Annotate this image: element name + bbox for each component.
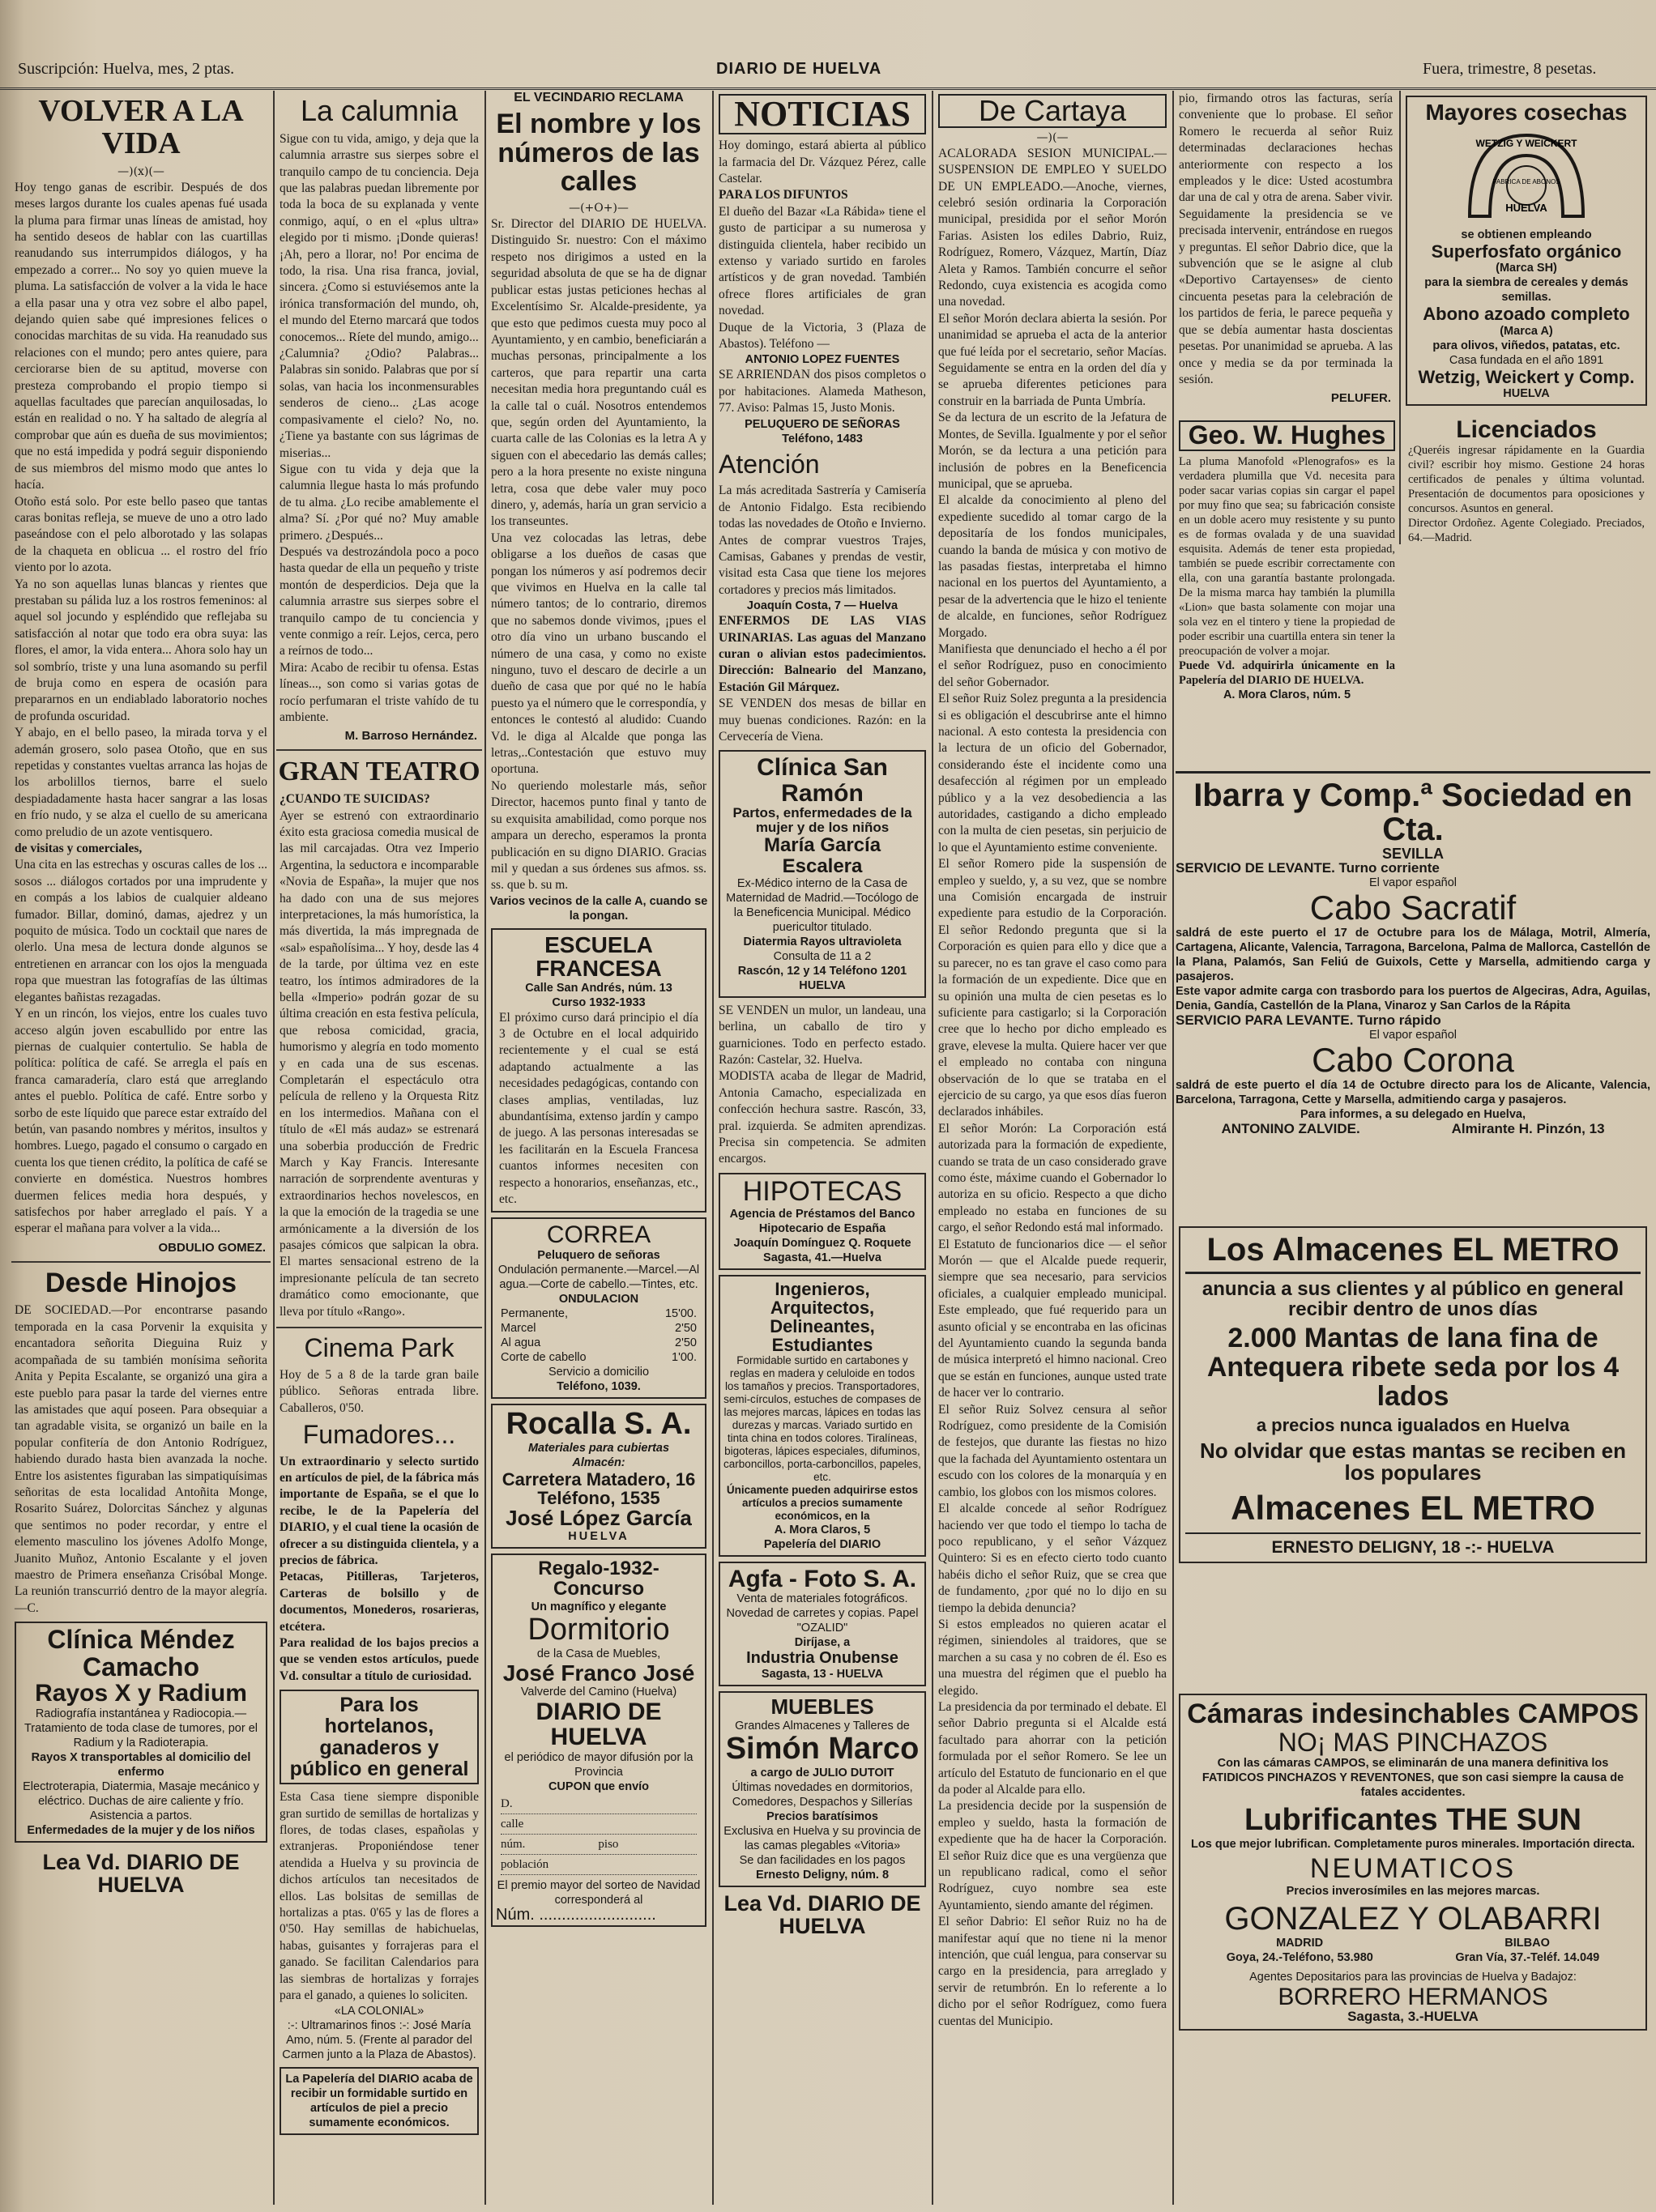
- ad-text: A. Mora Claros, núm. 5: [1223, 688, 1351, 701]
- ad-text: NEUMATICOS: [1309, 1853, 1517, 1885]
- ad-text: ERNESTO DELIGNY, 18 -:- HUELVA: [1185, 1532, 1641, 1557]
- price-label: Permanente,: [501, 1306, 569, 1320]
- news-item: El dueño del Bazar «La Rábida» tiene el gusto de participar a su numerosa y distinguida clientela, haber recibido un extenso y variado surtido en faroles artísticos y de gran novedad. También ofrece flores artificiales de gran novedad.: [719, 204, 926, 318]
- article-paragraph: El alcalde da conocimiento al pleno del expediente sucedido al tomar cargo de la depositaría de los fondos municipales, cuando la banda de música y con motivo de las pasadas fiestas, interpretaba el himno nacional en los puertos del Ayuntamiento, a pesar de la advertencia que le hizo el teniente de alcalde, en funciones, señor Rodríguez Morgado.: [938, 493, 1167, 640]
- advertisement: [15, 1622, 267, 1843]
- ad-text: Esta Casa tiene siempre disponible gran surtido de semillas de hortalizas y flores, de todas clases, españolas y extranjeras. Proponiéndose tener atendida a Huelva y su provincia de dichos artículos tan necesitados de ellos. Las bolsitas de semillas de hortalizas a ptas. 0'65 y las de flores a 0'50. Hay semillas de habichuelas, habas, guisantes y forrajeras para el ganado. Se facilitan Calendarios para las siembras de hortalizas y forrajes para el ganado, a quienes lo soliciten.: [280, 1790, 479, 2003]
- ad-box: [1179, 1226, 1647, 1563]
- ad-text: saldrá de este puerto el 17 de Octubre para los de Málaga, Motril, Almería, Cartagena, Alicante, Valencia, Tarragona, Barcelona, Palma de Mallorca, Castellón de la Plana, Palamós, San Feliú de Guixols, Cette y Marsella, admitiendo carga y pasajeros.: [1176, 927, 1650, 984]
- ad-text: Grandes Almacenes y Talleres de: [735, 1719, 910, 1733]
- city-name: MADRID: [1276, 1936, 1324, 1950]
- news-item: Hoy domingo, estará abierta al público la farmacia del Dr. Vázquez Pérez, calle Castelar.: [719, 139, 926, 185]
- article-subhead: PARA LOS DIFUNTOS: [719, 188, 848, 202]
- advertisement: [280, 2067, 479, 2135]
- ad-text: Partos, enfermedades de la mujer y de los niños: [732, 805, 912, 836]
- column-5: [935, 91, 1170, 2205]
- ad-text: Almacén:: [572, 1455, 625, 1469]
- ad-text: Enfermedades de la mujer y de los niños: [27, 1823, 255, 1837]
- ad-text: Exclusiva en Huelva y su provincia de las camas plegables «Vitoria»: [723, 1824, 921, 1852]
- ad-title: Ibarra y Comp.ª Sociedad en Cta.: [1193, 778, 1633, 847]
- article-paragraph: Una vez colocadas las letras, debe obligarse a los dueños de casas que pongan los números y así podremos decir que vivimos en Huelva en la calle tal número tantos; de lo contrario, diremos que no sabemos donde vivimos, ¡pues el otro día vino un urbano buscando el número de una casa, y como no existe ninguno, tuvo el descaro de decirle a un dueño de casa que por qué no le había puesto ya el número que le correspondía, y entonces le contestó al aludido: Cuando Vd. le diga al Alcalde que ponga las letras,..Contestación que estuvo muy oportuna.: [491, 531, 706, 777]
- ad-text: Teléfono, 1535: [537, 1487, 660, 1508]
- article-title: La calumnia: [300, 94, 459, 127]
- ad-text: Últimas novedades en dormitorios, Comedores, Despachos y Sillerías: [732, 1780, 913, 1809]
- article-title: GRAN TEATRO: [278, 757, 480, 787]
- column-rule: [932, 91, 933, 2205]
- coupon-number-field[interactable]: Núm. ..........................: [496, 1905, 656, 1924]
- advertisement-ibarra: [1176, 771, 1650, 1211]
- ad-text: (Marca A): [1500, 324, 1553, 338]
- horseshoe-logo-icon: [1453, 127, 1599, 224]
- ad-text: 2.000 Mantas de lana fina de Antequera ribete seda por los 4 lados: [1206, 1323, 1620, 1412]
- news-item: SE ARRIENDAN dos pisos completos o por habitaciones. Alameda Matheson, 77. Aviso: Palmas 15, Justo Monis.: [719, 368, 926, 416]
- ad-text: Dormitorio: [527, 1612, 670, 1647]
- article-paragraph: El señor Dabrio: El señor Ruiz no ha de manifestar aquí que no tiene ni la menor intención, que cuál lengua, para conservar su cargo en la presidencia, para arreglado y servir de retumbrón. En lo referente a lo dicho por el señor Rodríguez, como fuera cuentas del Municipio.: [938, 1915, 1167, 2028]
- coupon-field-label: núm.: [501, 1837, 526, 1851]
- ad-text: Agentes Depositarios para las provincias de Huelva y Badajoz:: [1249, 1970, 1577, 1984]
- ad-text: anuncia a sus clientes y al público en general recibir dentro de unos días: [1201, 1278, 1624, 1321]
- ad-text: Teléfono, 1483: [782, 432, 863, 445]
- ad-text: de la Casa de Muebles,: [536, 1647, 661, 1660]
- ad-text: Ondulación permanente.—Marcel.—Al agua.—Corte de cabello.—Tintes, etc.: [497, 1263, 700, 1291]
- ad-text: Formidable surtido en cartabones y reglas en madera y celuloide en todos los tamaños y precios. Transportadores, semi-círculos, estuches de compases de las mejores marcas, lápices en todas las durezas y marcas. Variado surtido en tinta china en todos colores. Tiralíneas, bigoteras, lápices especiales, difuminos, carboncillos, porta-carboncillos, papeles, etc.: [723, 1353, 921, 1483]
- ad-title: Mayores cosechas: [1425, 100, 1628, 125]
- ad-text: Ex-Médico interno de la Casa de Maternidad de Madrid.—Tocólogo de la Beneficencia Municipal. Médico puericultor titulado.: [726, 876, 919, 934]
- ad-text: El vapor español: [1368, 1029, 1457, 1042]
- news-item: SE VENDEN un mulor, un landeau, una berlina, un caballo de tiro y guarniciones. Todo en perfecto estado. Razón: Castelar, 32. Huelva.: [719, 1003, 926, 1067]
- ad-box: [1179, 1694, 1647, 2031]
- article-paragraph: El señor Romero pide la suspensión de empleo y sueldo, y, a su vez, que se nombre una Comisión encargada de instruir expediente para estudio de la Corporación. El señor Redondo pregunta que si la Corporación es quien para ello y dice que a su parecer, no es tan grave el caso como para la formación de un expediente. Dice que en su opinión una multa de cien pesetas es lo suficiente para castigarlo; si la Corporación cree que lo hecho por dicho empleado es grave, elevese la multa. Quiere hacer ver que el empleado no contaba con ninguna observación de lo que se trataba en el ejercicio de su cargo, ya que esos días fueron declarados inhábiles.: [938, 857, 1167, 1119]
- agent-name: ANTONINO ZALVIDE.: [1221, 1121, 1360, 1137]
- ad-title: Geo. W. Hughes: [1179, 420, 1395, 451]
- ad-text: La pluma Manofold «Plenografos» es la verdadera plumilla que Vd. necesita para poder sacar varias copias sin cargar el papel por muy fino que sea; su fabricación consiste en un doble acero muy resistente y su punto es de formas ovalada y de una suavidad esquisita. Además de tener esta propiedad, también se puede escribir correctamente con ella, con una garantía bastante prolongada. De la misma marca hay también la plumilla «Lion» que basta solamente con mojar una sola vez en el tintero y tiene la propiedad de poder escribir una cuartilla entera sin tener la preocupación de volver a mojar.: [1179, 454, 1395, 658]
- article-paragraph: pio, firmando otros las facturas, sería conveniente que lo probase. El señor Romero le recuerda al señor Ruiz determinadas declaraciones hechas anteriormente con respecto a los empleados y le dice: Usted acostumbra dar una de cal y otra de arena. Saber vivir. Seguidamente la presidencia se ve precisada intervenir, entrándose en ruegos y preguntas. El señor Dabrio dice, que la subvención que se le asigne al club «Deportivo Cartayenses» de ciento cincuenta pesetas para la celebración de los partidos de feria, le parece pequeña y que se debía aumentar hasta doscientas pesetas. Por unanimidad se aprueba. A las once y media se da por terminada la sesión.: [1179, 92, 1393, 386]
- article-paragraph: Y en un rincón, los viejos, entre los cuales tuvo acceso algún joven escabullido por entre las piernas de cualquier contertulio. Se habla de política: política de café. Se arregla el país en franca camaradería, claro está que arreglando antes el pueblo. Política de café. Entre sorbo y sorbo de este líquido que parece estar extraído del betún, van pasando nombres y méritos, insultos y hombres. Luego, pagado el consumo o cargado en cuenta los que tienen crédito, la política de café se convierte en doméstica. Nuestros hombres duermen felices media hora después, y satisfechos por haber arreglado el país. Y a esperar el mañana para volver a la vida...: [15, 1007, 267, 1236]
- ad-text: El vapor español: [1368, 876, 1457, 889]
- column-1: [11, 91, 271, 2205]
- ad-text: Venta de materiales fotográficos. Novedad de carretes y copias. Papel "OZALID": [726, 1592, 919, 1635]
- ad-text: Cabo Sacratif: [1309, 889, 1517, 927]
- article-paragraph: ACALORADA SESION MUNICIPAL.—SUSPENSION DE EMPLEO Y SUELDO DE UN EMPLEADO.—Anoche, viernes, celebró sesión ordinaria la Corporación municipal, presidida por el señor Morón Farias. Asisten los ediles Dabrio, Ruiz, Rodríguez, Romero, Vázquez, Martín, Díaz Aleta y Ramos. También concurre el señor Redondo, cuya existencia es acogida como una novedad.: [938, 146, 1167, 309]
- svg-text:WETZIG Y WEICKERT: WETZIG Y WEICKERT: [1475, 138, 1577, 150]
- article-paragraph: Otoño está solo. Por este bello paseo que tantas caras bonitas refleja, se mueve de uno a otro lado paseándose con el pelo alborotado y las solapas de la chaqueta en oblicua ... el rostro del frío viento por lo azota.: [15, 494, 267, 575]
- ad-text: ¿Queréis ingresar rápidamente en la Guardia civil? escribir hoy mismo. Gestione 24 horas certificados de penales y última voluntad. Presentación de documentos para oposiciones y concursos. Asuntos en general.: [1408, 443, 1645, 515]
- ad-text: Rayos X transportables al domicilio del enfermo: [31, 1750, 251, 1779]
- article-paragraph: ¿Calumnia? ¿Odio? Palabras... Palabras sin sonido. Palabras que por sí solas, van hacia los inconmensurables senderos de cieno... ¿Las acoge compasivamente el cielo? No, no. ¿Tiene ya bastante con sus lágrimas de miserias...: [280, 347, 479, 460]
- ad-text: HUELVA: [1503, 386, 1550, 400]
- ad-text: Carretera Matadero, 16: [501, 1468, 696, 1490]
- svg-text:HUELVA: HUELVA: [1505, 202, 1547, 215]
- article-title: Desde Hinojos: [45, 1267, 237, 1298]
- article-paragraph: Mira: Acabo de recibir tu ofensa. Estas líneas..., son como si varias gotas de rocío perfumaran el triste vahído de tu ambiente.: [280, 660, 479, 725]
- article-paragraph: Sr. Director del DIARIO DE HUELVA. Distinguido Sr. nuestro: Con el máximo respeto nos dirigimos a usted en la seguridad absoluta de que se ha de dignar publicar estas justas peticiones hechas al Excelentísimo Sr. Alcalde-presidente, ya que esto que pedimos cuesta muy poco al Ayuntamiento, y en cambio, beneficiarán a muchas personas, principalmente a los carteros, que para repartir una carta necesitan media hora preguntando cuál es la calle tal o cuál. Nosotros entendemos que, según orden del Ayuntamiento, la cuarta calle de las Colonias es la letra A y siguen con el abecedario las demás calles; pero a la hora presente no existe ninguna letra, cosa que debe valer muy poco dinero, y, además, haría un gran servicio a los transeuntes.: [491, 217, 706, 529]
- article-paragraph: El señor Morón: La Corporación está autorizada para la formación de expediente, cuando se trata de un caso considerado grave como éste, máxime cuando el Gobernador lo autoriza en su oficio. Respecto a que dicho empleado no estaba en funciones de su cargo, el señor Redondo está mal informado.: [938, 1121, 1167, 1235]
- ad-text: para olivos, viñedos, patatas, etc.: [1432, 339, 1620, 352]
- article-paragraph: No queriendo molestarle más, señor Director, hacemos punto final y tanto de su exquisita amabilidad, como porque nos ampara un derecho, esperamos la pronta publicación en su digno DIARIO. Gracias mil y quedan a sus órdenes sus afmos. ss. ss. que b. su m.: [491, 778, 706, 893]
- advertisement: [1406, 96, 1647, 406]
- coupon-form: [496, 1797, 702, 1875]
- ad-text: El próximo curso dará principio el día 3 de Octubre en el local adquirido recientemente y el cual se está adaptando actualmente a las necesidades pedagógicas, contando con clases amplias, ventiladas, luz abundantísima, extenso jardín y campo de juego. A las personas interesadas se les facilitarán en la Escuela Francesa cuantos informes necesiten con respecto a honorarios, enseñanzas, etc., etc.: [499, 1010, 698, 1206]
- ad-text: Calle San Andrés, núm. 13: [525, 981, 672, 995]
- advertisement-el-metro: [1176, 1221, 1650, 1687]
- advertisement: [1176, 417, 1398, 702]
- column-4: [715, 91, 929, 2205]
- ad-subtitle: Rayos X y Radium: [35, 1680, 247, 1707]
- section-tag: EL VECINDARIO RECLAMA: [514, 91, 684, 104]
- ad-text: Para realidad de los bajos precios a que se venden estos artículos, puede Vd. consultar a título de curiosidad.: [280, 1635, 479, 1683]
- article-signature: Varios vecinos de la calle A, cuando se la pongan.: [489, 894, 708, 923]
- ad-title: Rocalla S. A.: [506, 1406, 692, 1441]
- price-label: Al agua: [501, 1336, 541, 1349]
- ad-text: Wetzig, Weickert y Comp.: [1418, 366, 1635, 387]
- article-paragraph: Hoy de 5 a 8 de la tarde gran baile público. Señoras entrada libre. Caballeros, 0'50.: [280, 1367, 479, 1415]
- ad-text: «LA COLONIAL»: [334, 2005, 425, 2018]
- agent-address: Almirante H. Pinzón, 13: [1451, 1121, 1605, 1137]
- ad-title: Clínica San Ramón: [757, 754, 888, 807]
- article-paragraph: El señor Morón declara abierta la sesión. Por unanimidad se aprueba el acta de la anterior que fué leída por el secretario, señor Macías. Seguidamente se entra en la orden del día y se aprueba diferentes peticiones para construir en la barriada de Punta Umbría.: [938, 311, 1167, 408]
- article-paragraph: Una cita en las estrechas y oscuras calles de los ... sosos ... diálogos cortados por una imprudente y en compás a los labios de cualquier aldeano fumador. Billar, dominó, damas, ajedrez y un poquito de música. Todo un cocktail que nares de olerlo. Una mesa de lectura donde algunos se entretienen en arrancar con los ojos la menguada ropa que muestran las fotografías de las últimas elegantes bañistas rezagadas.: [15, 858, 267, 1004]
- divider: [276, 1327, 482, 1328]
- advertisement: [719, 1562, 926, 1687]
- article-title: El nombre y los números de las calles: [496, 109, 702, 198]
- article-paragraph: El señor Ruiz Solvez censura al señor Rodríguez, como presidente de la Comisión de festejos, que durante las fiestas no hizo que la fachada del Ayuntamiento ostentara un escudo con los colores de la monarquía y en cambio, los globos con los mismos colores.: [938, 1402, 1167, 1499]
- ad-text: GONZALEZ Y OLABARRI: [1224, 1900, 1602, 1937]
- news-item: La más acreditada Sastrería y Camisería de Antonio Fidalgo. Esta recibiendo todas las novedades de Otoño e Invierno. Antes de comprar vuestros Trajes, Camisas, Gabanes y prendas de vestir, visitad esta Casa que tiene los mejores cortadores y precios más limitados.: [719, 484, 926, 597]
- article-paragraph: Ayer se estrenó con extraordinario éxito esta graciosa comedia musical de las mil carcajadas. Otra vez Imperio Argentina, la seductora e incomparable «Novia de España», la mujer que nos ha dado con una de sus mejores interpretaciones, la más humorística, la más divertida, la más impregnada de «sal» españolísima... Y hoy, desde las 4 de la tarde, por última vez en este teatro, los íntimos admiradores de la bella «Imperio» podrán gozar de su última creación en esta festiva película, que rebosa comicidad, gracia, humorismo y alegría en todo momento y en cada una de sus escenas. Completarán el espectáculo otra película de relleno y la Orquesta Ritz en los intermedios. Mañana con el título de «El más audaz» se estrenará una soberbia producción de Fredric March y Kay Francis. Interesante narración de sorprendente aventuras y extraordinarios hechos novelescos, en la que la emoción de la tragedia se une armónicamente a la diversión de los pasajes cómicos que salpican la obra. El martes sensacional estreno de la impresionante película de tan secreto dramático como emocionante, que lleva por título «Rango».: [280, 808, 479, 1319]
- ad-text: CUPON que envío: [548, 1779, 650, 1793]
- article-paragraph: Sigue con tu vida, amigo, y deja que la calumnia arrastre sus sierpes sobre el tranquilo campo de tu conciencia. Deja que las palabras puedan libremente por toda la boca de su explanada y vente conmigo, aquí, o en el «plus ultra» elegido por ti mismo. ¡Donde quieras! ¡Ah, pero a llorar, no! Por encima de todo, la risa. Una risa franca, jovial, sincera. ¿Como si estuviésemos ante la irónica transformación del mundo, oh, el mundo del Eterno marcará que todos conocemos... Ríete del mundo, amigo...: [280, 131, 479, 344]
- ad-cities: [1185, 1936, 1641, 1950]
- ad-text: NO¡ MAS PINCHAZOS: [1278, 1727, 1548, 1757]
- ornament: —)(—: [1036, 130, 1069, 144]
- ad-text: Abono azoado completo: [1423, 304, 1630, 325]
- ad-title: Agfa - Foto S. A.: [728, 1565, 917, 1592]
- ad-text: para la siembra de cereales y demás semillas.: [1424, 276, 1628, 305]
- masthead-strip: [0, 55, 1656, 90]
- ad-title: Para los hortelanos, ganaderos y público en general: [289, 1694, 469, 1780]
- ad-text: Diatermia Rayos ultravioleta: [743, 935, 902, 948]
- ad-text: a cargo de JULIO DUTOIT: [750, 1766, 894, 1779]
- article-signature: M. Barroso Hernández.: [344, 729, 477, 744]
- coupon-field[interactable]: [501, 1858, 697, 1875]
- ornament: —(+O+)—: [569, 202, 629, 215]
- ad-title: PELUQUERO DE SEÑORAS: [745, 417, 900, 431]
- article-paragraph: Si estos empleados no quieren acatar el régimen, siniendoles al traidores, que se marchen a su casa y no cobren de él. Eso es una muestra del régimen que el pueblo ha elegido.: [938, 1617, 1167, 1698]
- ad-text: Precios baratísimos: [766, 1809, 878, 1823]
- coupon-field-label: piso: [598, 1837, 619, 1851]
- ad-text: Precios inverosímiles en las mejores marcas.: [1286, 1884, 1540, 1898]
- ad-text: La Papelería del DIARIO acaba de recibir un formidable surtido en artículos de piel a precio sumamente económicos.: [285, 2073, 473, 2130]
- ad-text: Con las cámaras CAMPOS, se eliminarán de una manera definitiva los FATIDICOS PINCHAZOS Y REVENTONES, que son casi siempre la causa de fatales accidentes.: [1201, 1757, 1624, 1800]
- price-value: 1'00.: [672, 1350, 697, 1364]
- ad-address: [1176, 1122, 1650, 1136]
- ad-text: Servicio a domicilio: [548, 1365, 650, 1379]
- ad-text: José López García: [506, 1505, 692, 1530]
- ad-text: Almacenes EL METRO: [1231, 1489, 1595, 1528]
- ad-text: Papelería del DIARIO: [763, 1537, 881, 1551]
- article-subhead: de visitas y comerciales,: [15, 842, 143, 856]
- news-item: Joaquín Costa, 7 — Huelva: [746, 599, 898, 613]
- price-label: Marcel: [501, 1321, 536, 1335]
- article-title: NOTICIAS: [719, 94, 926, 134]
- ad-text: Consulta de 11 a 2: [773, 949, 872, 963]
- ad-text: Petacas, Pitilleras, Tarjeteros, Carteras de bolsillo y de documentos, Monederos, rosarieras, etcétera.: [280, 1570, 479, 1634]
- advertisement: [719, 1173, 926, 1270]
- article-paragraph: Después va destrozándola poco a poco hasta quedar de ella un pequeño y triste montón de desperdicios. Deja que la calumnia arrastre sus sierpes sobre el tranquilo campo de tu conciencia y vente conmigo a reír. Lejos, cerca, pero a reírnos de todo...: [280, 544, 479, 658]
- ads-row: [1176, 417, 1650, 782]
- ad-title: Cámaras indesinchables CAMPOS: [1187, 1698, 1639, 1729]
- address-line: Gran Vía, 37.-Teléf. 14.049: [1455, 1950, 1600, 1964]
- advertisement: [491, 1404, 706, 1549]
- ad-text: SERVICIO PARA LEVANTE. Turno rápido: [1176, 1012, 1441, 1029]
- ad-text: Ernesto Deligny, núm. 8: [755, 1868, 890, 1882]
- price-list: [496, 1306, 702, 1365]
- ad-text: Este vapor admite carga con trasbordo para los puertos de Algeciras, Adra, Aguilas, Denia, Gandía, Castellón de la Plana, Vinaroz y San Carlos de la Rápita: [1176, 985, 1650, 1013]
- ad-text: Simón Marco: [725, 1731, 920, 1766]
- ad-text: Diríjase, a: [794, 1636, 851, 1650]
- ad-text: saldrá de este puerto el día 14 de Octubre directo para los de Alicante, Valencia, Barcelona, Tarragona, Cette y Marsella, admitiendo carga y pasajeros.: [1176, 1079, 1650, 1107]
- ad-text: HUELVA: [568, 1530, 630, 1544]
- ad-text: Lubrificantes THE SUN: [1244, 1803, 1581, 1838]
- ad-text: HUELVA: [799, 978, 846, 992]
- ad-text: Sagasta, 13 - HUELVA: [761, 1668, 884, 1681]
- article-paragraph: El Estatuto de funcionarios dice — el señor Morón — que el Alcalde puede requerir, siempre que sea necesario, para servicios oficiales, a cualquier empleado municipal. Este empleado, que fué requerido para un asunto oficial y se encontraba en las oficinas del Ayuntamiento cuando la segunda banda de música interpretó el himno nacional. Creo que se están en funciones, aunque usted trate de hacer ver lo contrario.: [938, 1237, 1167, 1400]
- ad-text: DIARIO DE HUELVA: [536, 1698, 662, 1751]
- ad-title: CORREA: [546, 1221, 651, 1249]
- ad-text: Superfosfato orgánico: [1431, 241, 1622, 262]
- ad-title: Clínica Méndez Camacho: [47, 1625, 235, 1681]
- advertisement: [1405, 417, 1648, 702]
- price-value: 2'50: [675, 1321, 697, 1335]
- ad-text: Teléfono, 1039.: [557, 1379, 641, 1393]
- ad-title: Ingenieros, Arquitectos, Delineantes, Estudiantes: [770, 1278, 875, 1355]
- price-row: [501, 1350, 697, 1365]
- ad-text: Agencia de Préstamos del Banco Hipotecario de España: [729, 1207, 915, 1235]
- ad-text: Casa fundada en el año 1891: [1449, 353, 1604, 367]
- ad-text: Radiografía instantánea y Radiocopia.—Tratamiento de toda clase de tumores, por el Radium y la Radioterapia.: [23, 1707, 258, 1750]
- article-title: De Cartaya: [938, 94, 1167, 128]
- article-title: Atención: [719, 449, 820, 479]
- advertisement: [491, 1554, 706, 1927]
- article-subhead: ¿CUANDO TE SUICIDAS?: [280, 792, 430, 807]
- advertisement: [719, 750, 926, 997]
- advertisement-campos: [1176, 1689, 1650, 2207]
- coupon-field-label: calle: [501, 1817, 524, 1831]
- article-paragraph: DE SOCIEDAD.—Por encontrarse pasando temporada en la casa Porvenir la exquisita y encantadora señorita Dieguina Ruiz y acompañada de su también monísima señorita Anita y Pepita Escalante, se organizó una gira a este pueblo para pasar la tarde del viernes entre las amistades que aquí poseen. Para obsequiar a tan agradable visita, se organizó un baile en la popular confitería de don Antonio Rodríguez, habiendo durado hasta bien avanzada la noche. Entre los asistentes figuraban las simpatiquísimas señoritas de esta localidad Antoñita Monge, Rosarito Suárez, Dolorcitas Sánchez y algunas que sentimos no poder recordar, y entre el elemento masculino los jóvenes Adolfo Monge, Juanito Muñoz, Antonio Escalante y el joven maestro de Primera enseñanza Crisóbal Monge. La reunión transcurrió dentro de la mayor alegría.—C.: [15, 1303, 267, 1615]
- price-label: Corte de cabello: [501, 1350, 587, 1364]
- ad-text: A. Mora Claros, 5: [774, 1523, 871, 1536]
- price-row: [501, 1336, 697, 1350]
- ad-text: BORRERO HERMANOS: [1278, 1983, 1548, 2010]
- ad-text: Un extraordinario y selecto surtido en artículos de piel, de la fábrica más importante de España, se el que lo recibe, le de la Papelería del DIARIO, y el cual tiene la ocasión de ofrecer a su distinguida clientela, y a precios de fábrica.: [280, 1454, 479, 1567]
- ad-text: No olvidar que estas mantas se reciben en los populares: [1200, 1438, 1626, 1485]
- ad-text: Únicamente pueden adquirirse estos artículos a precios sumamente económicos, en la: [726, 1483, 919, 1522]
- article-signature: PELUFER.: [1330, 391, 1391, 406]
- column-3: [488, 91, 710, 2205]
- article-paragraph: Se da lectura de un escrito de la Jefatura de Montes, de Sevilla. Igualmente y por el señor Morón, se da lectura a una petición para inclusión de pobres en la Beneficencia municipal, que se aprueba.: [938, 411, 1167, 491]
- ad-text: SERVICIO DE LEVANTE. Turno corriente: [1176, 860, 1440, 876]
- advertisement: [719, 1691, 926, 1886]
- price-row: [501, 1306, 697, 1321]
- ad-text: se obtienen empleando: [1461, 228, 1592, 242]
- ad-text: Materiales para cubiertas: [527, 1441, 670, 1455]
- advertisement: [491, 928, 706, 1213]
- ad-text: (Marca SH): [1496, 262, 1557, 275]
- ad-text: Los que mejor lubrifican. Completamente puros minerales. Importación directa.: [1191, 1838, 1635, 1852]
- coupon-field[interactable]: [501, 1838, 697, 1855]
- news-item: ANTONIO LOPEZ FUENTES: [745, 353, 900, 367]
- column-2: [276, 91, 482, 2205]
- news-item: SE VENDEN dos mesas de billar en muy buenas condiciones. Razón: en la Cervecería de Viena.: [719, 697, 926, 744]
- ad-title: HIPOTECAS: [742, 1175, 903, 1207]
- article-paragraph: La presidencia da por terminado el debate. El señor Dabrio pregunta si el Alcalde está facultado para ahorrar con la petición formulada por el señor Romero. Se lee un artículo del Estatuto de funcionario en el que da poder al Alcalde para ello.: [938, 1699, 1167, 1797]
- ad-text: :-: Ultramarinos finos :-: José María Amo, núm. 5. (Frente al parador del Carmen junto a la Plaza de Abastos).: [282, 2019, 476, 2062]
- ad-text: ONDULACION: [558, 1292, 639, 1306]
- coupon-field-label: D.: [501, 1796, 513, 1810]
- article-paragraph: El señor Ruiz Solez pregunta a la presidencia si es obligación el descubrirse ante el himno nacional. A esto contesta la presidencia con la lectura de un oficio del Gobernador, considerando éste el incidente como una desafección al régimen por un empleado público y a la vez desobediencia a las autoridades, castigando a dicho empleado con la multa de cien pesetas, sin perjuicio de lo que el Ayuntamiento estime conveniente.: [938, 692, 1167, 855]
- coupon-field[interactable]: [501, 1818, 697, 1835]
- ad-text: Peluquero de señoras: [537, 1248, 660, 1262]
- news-item: Duque de la Victoria, 3 (Plaza de Abastos). Teléfono —: [719, 320, 926, 352]
- price-row: [501, 1321, 697, 1336]
- news-item: ENFERMOS DE LAS VIAS URINARIAS. Las aguas del Manzano curan o alivian estos padecimientos. Dirección: Balneario del Manzano, Estación Gil Márquez.: [719, 614, 926, 694]
- advertisement: [280, 1690, 479, 1784]
- ad-text: a precios nunca igualados en Huelva: [1256, 1415, 1570, 1436]
- divider: [276, 749, 482, 751]
- svg-text:FABRICA DE ABONOS: FABRICA DE ABONOS: [1492, 178, 1560, 186]
- ad-text: Para informes, a su delegado en Huelva,: [1300, 1108, 1526, 1122]
- ad-title: Licenciados: [1456, 417, 1597, 443]
- ad-text: Sagasta, 41.—Huelva: [763, 1251, 881, 1264]
- price-value: 15'00.: [664, 1306, 697, 1320]
- column-rule: [484, 91, 486, 2205]
- ad-text: Electroterapia, Diatermia, Masaje mecánico y eléctrico. Duchas de aire caliente y frío. Asistencia a partos.: [23, 1779, 259, 1822]
- article-paragraph: Manifiesta que denunciado el hecho a él por el señor Rodríguez, puso en conocimiento del señor Gobernador.: [938, 641, 1167, 689]
- ad-text: Sagasta, 3.-HUELVA: [1347, 2009, 1479, 2025]
- ad-text: Industria Onubense: [746, 1649, 898, 1668]
- article-paragraph: La presidencia decide por la suspensión de empleo y sueldo, hasta la formación de expediente que ha de hacer la Corporación. El señor Ruiz dice que es una vergüenza que un republicano radical, como el señor Rodríguez, cuyo nombre sea este Ayuntamiento, siendo amante del régimen.: [938, 1799, 1167, 1912]
- article-paragraph: Ya no son aquellas lunas blancas y rientes que prestaban su pálida luz a los rostros femeninos: al aquel sol jocundo y espléndido que reflejaba su satisfacción al notar que todo era obra suya: las flores, el amor, la vida entera... Ahora solo hay un sol sombrío, triste y una luna asomando su perfil de bruja como en espera de ocasión para prepararnos en un endiablado laboratorio noches de profunda oscuridad.: [15, 577, 267, 723]
- ad-text: Un magnífico y elegante: [531, 1600, 667, 1613]
- ad-title: ESCUELA FRANCESA: [536, 931, 662, 982]
- newspaper-name: DIARIO DE HUELVA: [716, 60, 882, 78]
- column-rule: [1172, 91, 1174, 2205]
- footer-slogan: Lea Vd. DIARIO DE HUELVA: [723, 1890, 921, 1938]
- column-rule: [273, 91, 275, 2205]
- advertisement: [719, 1275, 926, 1557]
- news-item: MODISTA acaba de llegar de Madrid, Antonia Camacho, especializada en confección hechura sastre. Rascón, 33, pral. izquierda. Se admiten aprendizas. Precisa sin competencia. Se admiten encargos.: [719, 1069, 926, 1166]
- ad-text: el periódico de mayor difusión por la Provincia: [504, 1750, 694, 1779]
- ad-text: SEVILLA: [1381, 846, 1444, 862]
- article-paragraph: Y abajo, en el bello paseo, la mirada torva y el ademán grosero, solo pasea Otoño, que en sus repetidas y constantes vueltas arranca las hojas de los arbolillos tiernos, barre el suelo despiadadamente hasta hacer sangrar a las losas en frío nudo, y se alza el cuello de su americana como preludio de un azote ventisquero.: [15, 726, 267, 839]
- article-signature: OBDULIO GOMEZ.: [158, 1240, 266, 1255]
- article-paragraph: Hoy tengo ganas de escribir. Después de dos meses largos durante los cuales apenas fué usada la pluma para firmar unas líneas de amistad, hoy ha sentido deseos de hablar con las cuartillas reanudando sus interrumpidos diálogos, y ha empezado a correr... No soy yo quien mueve la pluma. La satisfacción de volver a la vida le hace a ella pasar una y otra vez sobre el albo papel, dejando quien sabe qué impresiones felices o conocidas marchitas de su vida. Ha reanudado sus relaciones con el mundo; pero antes quiere, para cerciorarse bien de su aptitud, moverse con presteza comprobando el propio tiempo si aquellas facultades que parecían anquilosadas, lo están en realidad o no. Y ha saltado de alegría al comprobar que aún es dueña de sus movimientos; que no está impedida y podrá seguir disponiendo de sus miembros del mismo modo que antes lo hacía.: [15, 180, 267, 492]
- article-paragraph: Sigue con tu vida y deja que la calumnia llegue hasta lo más profundo de tu alma. ¿Lo recibe amablemente el alma? Sí. ¿Por qué no? Muy amable primero. ¿Después...: [280, 462, 479, 543]
- ad-title: MUEBLES: [770, 1694, 874, 1720]
- ad-phones: [1185, 1950, 1641, 1965]
- ad-title: Regalo-1932-Concurso: [538, 1558, 659, 1600]
- column-rule: [712, 91, 714, 2205]
- ad-text: María García Escalera: [763, 834, 881, 877]
- city-name: BILBAO: [1504, 1936, 1550, 1950]
- address-line: Goya, 24.-Teléfono, 53.980: [1226, 1950, 1373, 1964]
- advertisement: [491, 1217, 706, 1399]
- article-title: Cinema Park: [304, 1333, 455, 1363]
- ad-text: Curso 1932-1933: [552, 995, 646, 1009]
- divider: [11, 1261, 271, 1263]
- coupon-field-label: población: [501, 1857, 549, 1871]
- ad-text: Joaquín Domínguez Q. Roquete: [733, 1236, 911, 1250]
- ad-text: El premio mayor del sorteo de Navidad corresponderá al: [497, 1878, 701, 1907]
- ad-text: Cabo Corona: [1312, 1041, 1514, 1080]
- coupon-field[interactable]: [501, 1797, 697, 1814]
- ad-text: Director Ordoñez. Agente Colegiado. Preciados, 64.—Madrid.: [1408, 516, 1645, 544]
- subscription-price: Suscripción: Huelva, mes, 2 ptas.: [18, 60, 235, 78]
- article-title: Fumadores...: [302, 1419, 456, 1449]
- article-paragraph: El alcalde concede al señor Rodríguez haciendo ver que todo el tiempo lo tacha de poco republicano, y el señor Vázquez Quintero: Si es en efecto cierto todo cuanto habéis dicho el señor Ruiz, que se crea que de fundamento, ¿por qué no lo dijo en su tiempo la debida denuncia?: [938, 1502, 1167, 1615]
- ad-text: Puede Vd. adquirirla únicamente en la Papelería del DIARIO DE HUELVA.: [1179, 658, 1395, 687]
- ornament: —)(x)(—: [117, 164, 164, 178]
- ad-text: Valverde del Camino (Huelva): [520, 1685, 677, 1698]
- footer-slogan: Lea Vd. DIARIO DE HUELVA: [42, 1849, 240, 1898]
- outside-price: Fuera, trimestre, 8 pesetas.: [1423, 60, 1597, 78]
- ad-text: Se dan facilidades en los pagos: [739, 1853, 906, 1867]
- ad-text: José Franco José: [502, 1660, 695, 1686]
- ad-text: Rascón, 12 y 14 Teléfono 1201: [737, 964, 907, 978]
- article-title: VOLVER A LA VIDA: [38, 94, 244, 160]
- price-value: 2'50: [675, 1336, 697, 1349]
- ad-title: Los Almacenes EL METRO: [1185, 1233, 1641, 1274]
